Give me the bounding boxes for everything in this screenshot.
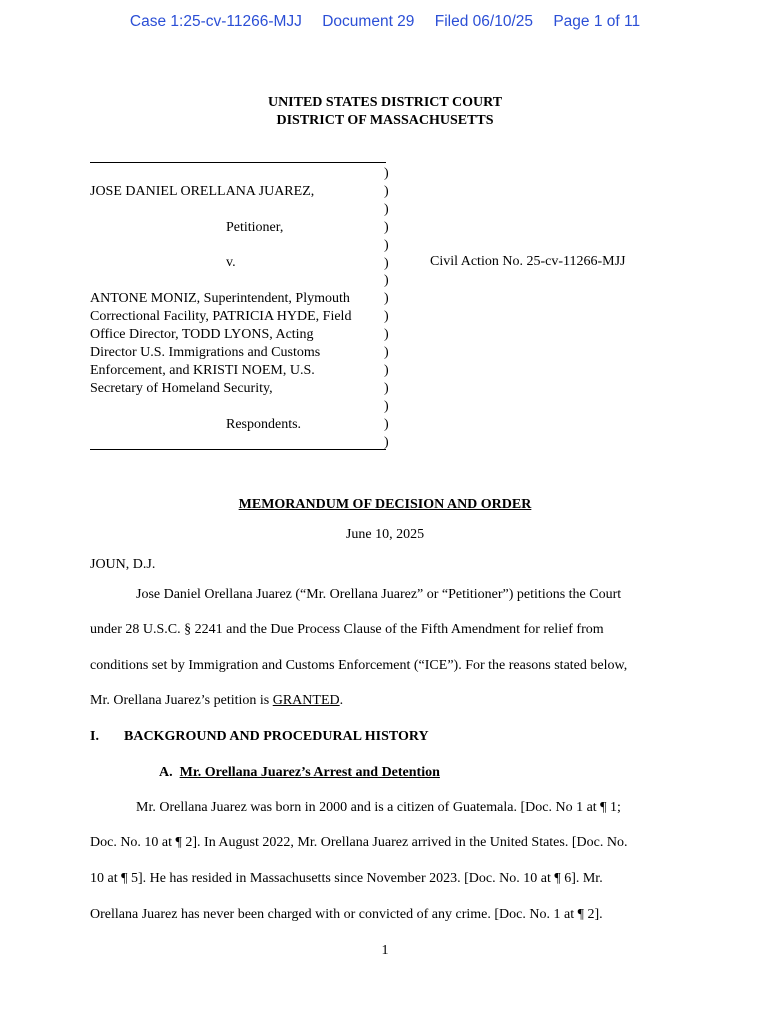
paragraph-line: Jose Daniel Orellana Juarez (“Mr. Orellana Juarez” or “Petitioner”) petitions the Court [136, 587, 622, 602]
ecf-header [0, 13, 770, 31]
paragraph-line: Orellana Juarez has never been charged with or convicted of any crime. [Doc. No. 1 at ¶ 2]. [90, 907, 603, 922]
ecf-page-count: Page 1 of 11 [553, 13, 641, 30]
subsection-title: Mr. Orellana Juarez’s Arrest and Detention [179, 765, 440, 780]
court-line-2: DISTRICT OF MASSACHUSETTS [276, 113, 494, 128]
page-number: 1 [381, 943, 389, 958]
petitioner-name: JOSE DANIEL ORELLANA JUAREZ, [90, 184, 315, 199]
respondent-line: Director U.S. Immigrations and Customs [90, 345, 321, 360]
judge-name: JOUN, D.J. [90, 557, 156, 572]
petitioner-role: Petitioner, [226, 220, 284, 235]
court-name [0, 94, 770, 130]
granted-text: GRANTED [272, 693, 340, 708]
paragraph-line: conditions set by Immigration and Customs Enforcement (“ICE”). For the reasons stated below, [90, 658, 628, 673]
decision-date: June 10, 2025 [345, 527, 425, 542]
respondent-line: Office Director, TODD LYONS, Acting [90, 327, 314, 342]
civil-action-number: Civil Action No. 25-cv-11266-MJJ [430, 254, 626, 269]
respondent-line: Correctional Facility, PATRICIA HYDE, Field [90, 309, 352, 324]
paragraph-line: Mr. Orellana Juarez’s petition is GRANTED. [90, 693, 344, 708]
caption-bottom-rule [90, 449, 386, 450]
ecf-filed-date: Filed 06/10/25 [434, 13, 533, 30]
ecf-document-number: Document 29 [322, 13, 415, 30]
caption-top-rule [90, 162, 386, 163]
respondent-line: Secretary of Homeland Security, [90, 381, 273, 396]
section-heading [90, 729, 429, 745]
subsection-heading [159, 765, 440, 781]
versus: v. [226, 255, 236, 270]
subsection-label: A. [159, 765, 173, 780]
paragraph-line: 10 at ¶ 5]. He has resided in Massachusetts since November 2023. [Doc. No. 10 at ¶ 6]. Mr. [90, 871, 603, 886]
section-number: I. [90, 729, 99, 744]
paragraph-line: Doc. No. 10 at ¶ 2]. In August 2022, Mr. Orellana Juarez arrived in the United States. [Doc. No. [90, 835, 628, 850]
section-title: BACKGROUND AND PROCEDURAL HISTORY [124, 729, 429, 744]
court-line-1: UNITED STATES DISTRICT COURT [267, 95, 503, 110]
respondent-line: Enforcement, and KRISTI NOEM, U.S. [90, 363, 315, 378]
respondents-role: Respondents. [226, 417, 302, 432]
ecf-case-number: Case 1:25-cv-11266-MJJ [129, 13, 302, 30]
caption-parentheses: ) ) ) ) ) ) ) ) ) ) ) ) ) ) ) ) [384, 166, 389, 450]
respondent-line: ANTONE MONIZ, Superintendent, Plymouth [90, 291, 350, 306]
memorandum-title: MEMORANDUM OF DECISION AND ORDER [238, 497, 532, 512]
paragraph-line: Mr. Orellana Juarez was born in 2000 and is a citizen of Guatemala. [Doc. No 1 at ¶ 1; [136, 800, 621, 815]
paragraph-line: under 28 U.S.C. § 2241 and the Due Process Clause of the Fifth Amendment for relief from [90, 622, 604, 637]
